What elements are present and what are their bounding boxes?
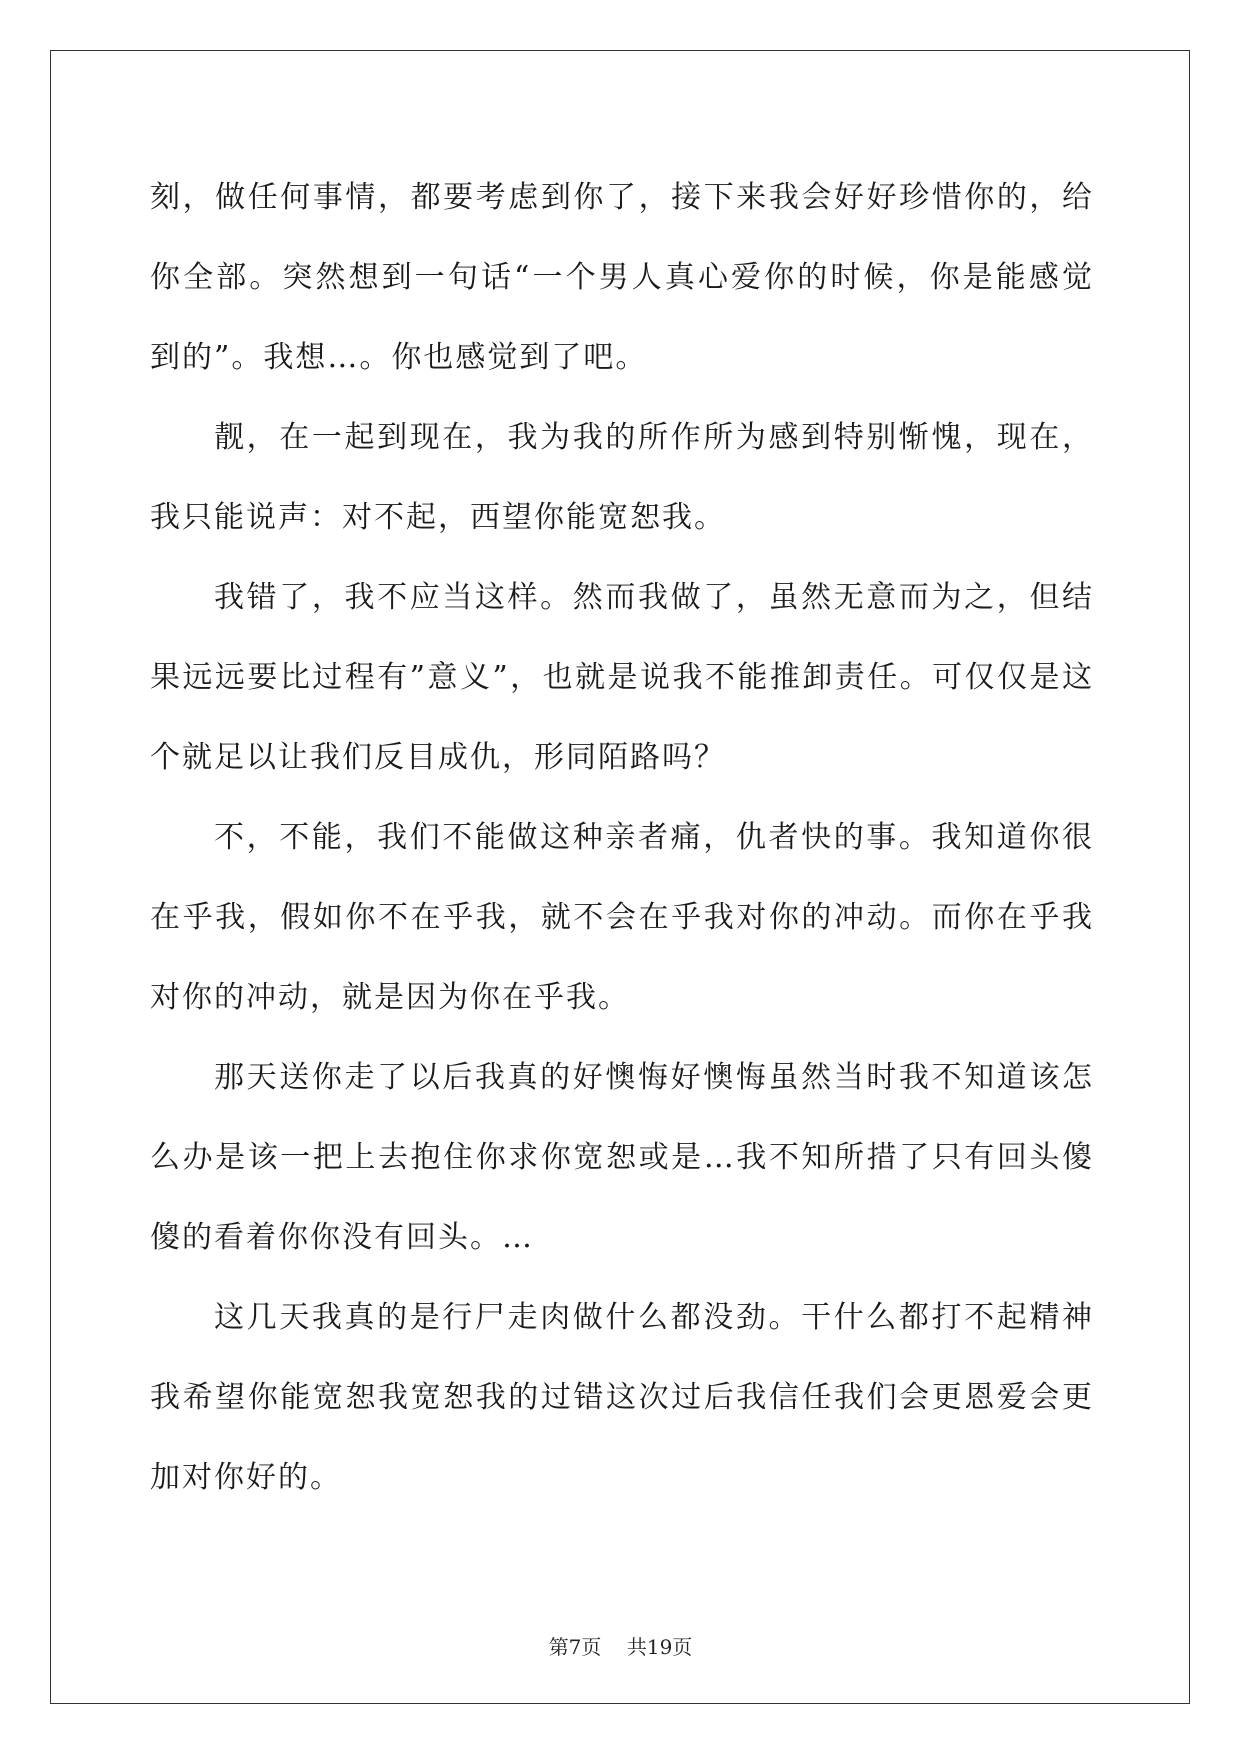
- paragraph: 这几天我真的是行尸走肉做什么都没劲。干什么都打不起精神我希望你能宽恕我宽恕我的过错这次过后我信任我们会更恩爱会更加对你好的。: [150, 1300, 1094, 1495]
- paragraph: 我错了，我不应当这样。然而我做了，虽然无意而为之，但结果远远要比过程有”意义”，也就是说我不能推卸责任。可仅仅是这个就足以让我们反目成仇，形同陌路吗？: [150, 580, 1094, 775]
- page-footer: [0, 1633, 1241, 1661]
- paragraph: 不，不能，我们不能做这种亲者痛，仇者快的事。我知道你很在乎我，假如你不在乎我，就不会在乎我对你的冲动。而你在乎我对你的冲动，就是因为你在乎我。: [150, 820, 1094, 1015]
- page-total: 共19页: [626, 1635, 693, 1659]
- page-number: 第7页: [548, 1635, 602, 1659]
- paragraph-continuation: 刻，做任何事情，都要考虑到你了，接下来我会好好珍惜你的，给你全部。突然想到一句话“一个男人真心爱你的时候，你是能感觉到的”。我想…。你也感觉到了吧。: [150, 180, 1094, 375]
- document-body: [150, 158, 1094, 1518]
- paragraph: 靓，在一起到现在，我为我的所作所为感到特别惭愧，现在，我只能说声：对不起，西望你能宽恕我。: [150, 420, 1094, 535]
- paragraph: 那天送你走了以后我真的好懊悔好懊悔虽然当时我不知道该怎么办是该一把上去抱住你求你宽恕或是…我不知所措了只有回头傻傻的看着你你没有回头。…: [150, 1060, 1094, 1255]
